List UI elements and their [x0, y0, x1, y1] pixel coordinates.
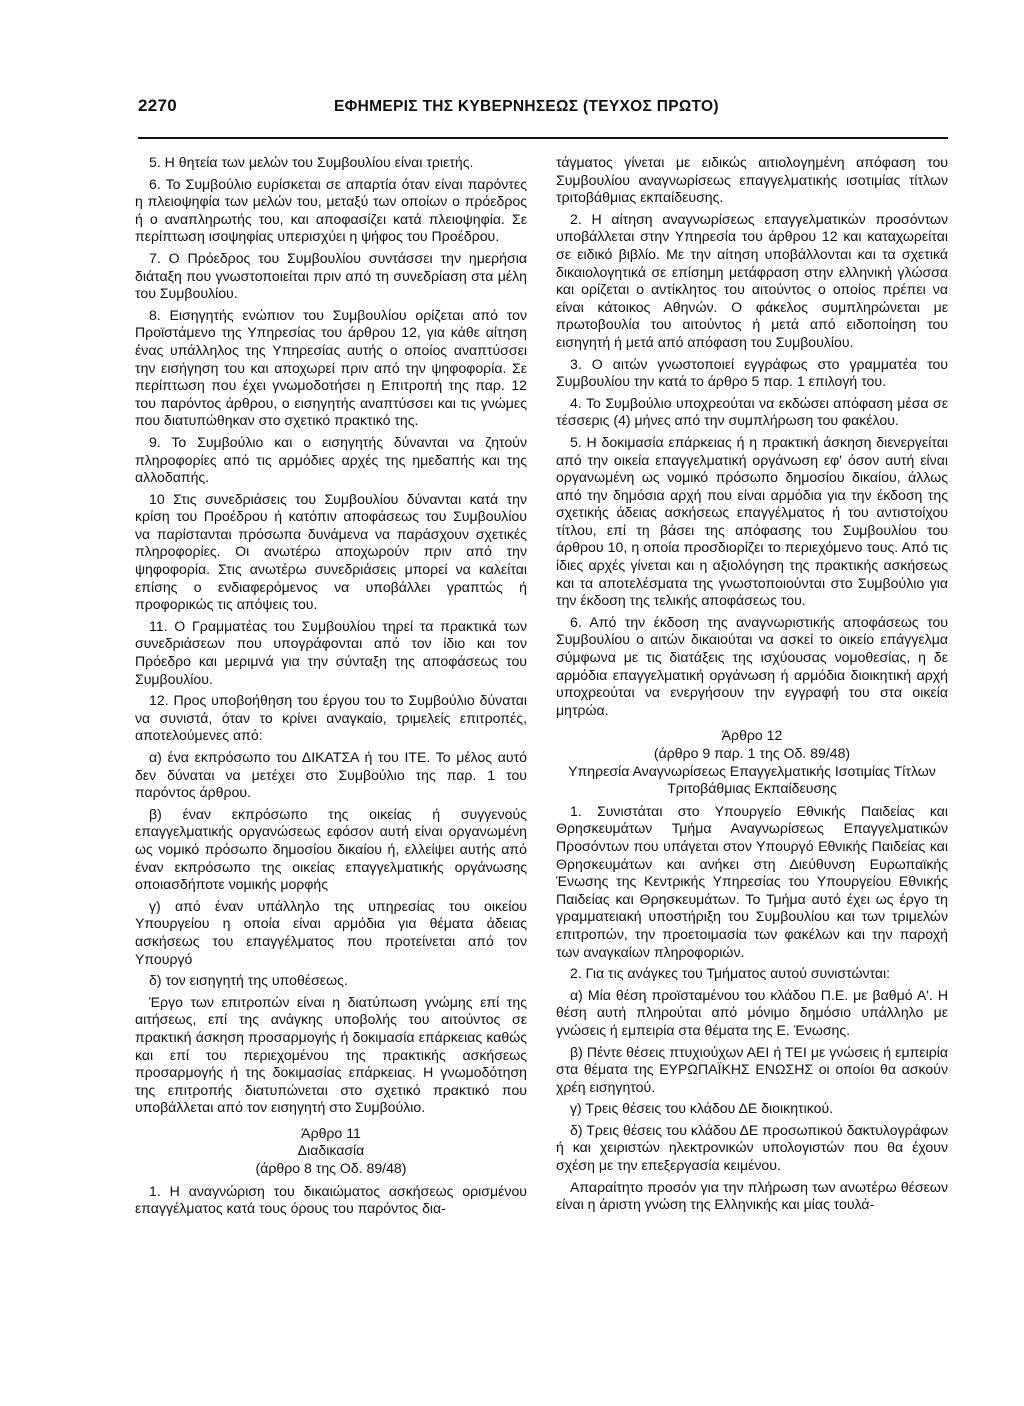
paragraph: τάγματος γίνεται με ειδικώς αιτιολογημένη απόφαση του Συμβουλίου αναγνωρίσεως επαγγελματικής ισοτιμίας τίτλων τριτοβάθμιας εκπαίδευσης.: [556, 154, 948, 206]
article-title: Άρθρο 12: [721, 727, 783, 744]
paragraph: 1. Συνιστάται στο Υπουργείο Εθνικής Παιδείας και Θρησκευμάτων Τμήμα Αναγνωρίσεως Επαγγελματικών Προσόντων που υπάγεται στον Υπουργό Εθνικής Παιδείας και Θρησκευμάτων και ανήκει στη Διεύθυνση Ευρωπαϊκής Ένωσης της Κεντρικής Υπηρεσίας του Υπουργείου Εθνικής Παιδείας και Θρησκευμάτων. Το Τμήμα αυτό έχει ως έργο τη γραμματειακή υποστήριξη του Συμβουλίου και των τριμελών επιτροπών, την προετοιμασία των φακέλων και την παροχή των αναγκαίων πληροφοριών.: [556, 802, 948, 960]
paragraph: 9. Το Συμβούλιο και ο εισηγητής δύνανται να ζητούν πληροφορίες από τις αρμόδιες αρχές της ημεδαπής και της αλλοδαπής.: [135, 433, 527, 486]
paragraph: 6. Το Συμβούλιο ευρίσκεται σε απαρτία όταν είναι παρόντες η πλειοψηφία των μελών του, μεταξύ των οποίων ο πρόεδρος ή ο αναπληρωτής του, και αποφασίζει κατά πλειοψηφία. Σε περίπτωση ισοψηφίας υπερισχύει η ψήφος του Προέδρου.: [135, 175, 527, 245]
paragraph: α) ένα εκπρόσωπο του ΔΙΚΑΤΣΑ ή του ΙΤΕ. Το μέλος αυτό δεν δύναται να μετέχει στο Συμβούλιο της παρ. 1 του παρόντος άρθρου.: [135, 749, 527, 801]
paragraph: β) έναν εκπρόσωπο της οικείας ή συγγενούς επαγγελματικής οργανώσεως εφόσον αυτή είναι οργανωμένη ως νομικό πρόσωπο δημοσίου δικαίου ή, ελλείψει αυτής από έναν εκπρόσωπο της οικείας επαγγελματικής οργάνωσης οποιασδήποτε νομικής μορφής: [135, 805, 527, 893]
paragraph: β) Πέντε θέσεις πτυχιούχων ΑΕΙ ή ΤΕΙ με γνώσεις ή εμπειρία στα θέματα της ΕΥΡΩΠΑΪΚΗΣ ΕΝΩΣΗΣ οι οποίοι θα ασκούν χρέη εισηγητού.: [556, 1043, 948, 1095]
article-subtitle: Διαδικασία: [297, 1142, 365, 1159]
paragraph: 11. Ο Γραμματέας του Συμβουλίου τηρεί τα πρακτικά των συνεδριάσεων που υπογράφονται από τον ίδιο και τον Πρόεδρο και μεριμνά για την σύνταξη της αποφάσεως του Συμβουλίου.: [135, 617, 527, 687]
paragraph: Έργο των επιτροπών είναι η διατύπωση γνώμης επί της αιτήσεως, επί της ανάγκης υποβολής του αιτούντος σε πρακτική άσκηση προσαρμογής ή δοκιμασία επάρκειας καθώς και επί του περιεχομένου της πρακτικής ασκήσεως προσαρμογής ή της δοκιμασίας επάρκειας. Η γνωμοδότηση της επιτροπής διατυπώνεται στο σχετικό πρακτικό που υποβάλλεται από τον εισηγητή στο Συμβούλιο.: [135, 993, 527, 1116]
article-12-heading: [556, 727, 948, 797]
paragraph: 8. Εισηγητής ενώπιον του Συμβουλίου ορίζεται από τον Προϊστάμενο της Υπηρεσίας του άρθρου 12, για κάθε αίτηση ένας υπάλληλος της Υπηρεσίας αυτής ο οποίος αναπτύσσει την εισήγηση του και αποχωρεί πριν από την ψηφοφορία. Σε περίπτωση που έχει γνωμοδοτήσει η Επιτροπή της παρ. 12 του παρόντος άρθρου, ο εισηγητής αναπτύσσει και τις γνώμες που διατυπώθηκαν στο σχετικό πρακτικό της.: [135, 306, 527, 429]
paragraph: 4. Το Συμβούλιο υποχρεούται να εκδώσει απόφαση μέσα σε τέσσερις (4) μήνες από την συμπλήρωση του φακέλου.: [556, 394, 948, 429]
left-column: [135, 154, 527, 1222]
article-reference: (άρθρο 9 παρ. 1 της Οδ. 89/48): [653, 745, 851, 761]
paragraph: 12. Προς υποβοήθηση του έργου του το Συμβούλιο δύναται να συνιστά, όταν το κρίνει αναγκαίο, τριμελείς επιτροπές, αποτελούμενες από:: [135, 692, 527, 744]
paragraph: 10 Στις συνεδριάσεις του Συμβουλίου δύνανται κατά την κρίση του Προέδρου ή κατόπιν αποφάσεως του Συμβουλίου να παρίστανται πρόσωπα δυνάμενα να παράσχουν σχετικές πληροφορίες. Οι ανωτέρω αποχωρούν πριν από την ψηφοφορία. Στις ανωτέρω συνεδριάσεις μπορεί να καλείται επίσης ο ενδιαφερόμενος να υποβάλλει γραπτώς ή προφορικώς τις απόψεις του.: [135, 490, 527, 613]
page-number: 2270: [138, 96, 178, 115]
article-title: Άρθρο 11: [301, 1124, 361, 1141]
article-subtitle: Υπηρεσία Αναγνωρίσεως Επαγγελματικής Ισοτιμίας Τίτλων Τριτοβάθμιας Εκπαίδευσης: [568, 762, 936, 797]
paragraph: 2. Η αίτηση αναγνωρίσεως επαγγελματικών προσόντων υποβάλλεται στην Υπηρεσία του άρθρου 12 και καταχωρείται σε ειδικό βιβλίο. Με την αίτηση υποβάλλονται και τα σχετικά δικαιολογητικά σε επίσημη μετάφραση στην ελληνική γλώσσα και ορίζεται ο αντίκλητος του αιτούντος ο οποίος πρέπει να είναι κάτοικος Αθηνών. Ο φάκελος συμπληρώνεται με πρωτοβουλία του αιτούντος ή μετά από ειδοποίηση του εισηγητή ή μετά από απόφαση του Συμβουλίου.: [556, 210, 948, 350]
article-reference: (άρθρο 8 της Οδ. 89/48): [255, 1160, 407, 1177]
header-rule: [138, 137, 948, 139]
paragraph: δ) τον εισηγητή της υποθέσεως.: [149, 972, 348, 989]
paragraph: 7. Ο Πρόεδρος του Συμβουλίου συντάσσει την ημερήσια διάταξη που γνωστοποιείται πριν από τη συνεδρίαση στα μέλη του Συμβουλίου.: [135, 249, 527, 302]
running-title: ΕΦΗΜΕΡΙΣ ΤΗΣ ΚΥΒΕΡΝΗΣΕΩΣ (ΤΕΥΧΟΣ ΠΡΩΤΟ): [334, 98, 719, 115]
paragraph: 5. Η θητεία των μελών του Συμβουλίου είναι τριετής.: [149, 154, 474, 170]
paragraph: α) Μία θέση προϊσταμένου του κλάδου Π.Ε. με βαθμό Α'. Η θέση αυτή πληρούται από μόνιμο δημόσιο υπάλληλο με γνώσεις ή εμπειρία στα θέματα της Ε. Ένωσης.: [556, 986, 948, 1038]
paragraph: 1. Η αναγνώριση του δικαιώματος ασκήσεως ορισμένου επαγγέλματος κατά τους όρους του παρόντος δια-: [135, 1182, 527, 1217]
paragraph: 5. Η δοκιμασία επάρκειας ή η πρακτική άσκηση διενεργείται από την οικεία επαγγελματική οργάνωση εφ' όσον αυτή είναι οργανωμένη ως νομικό πρόσωπο δημοσίου δικαίου, άλλως από την δημόσια αρχή που είναι αρμόδια για την έκδοση της σχετικής άδειας ασκήσεως επαγγέλματος ή του αντιστοίχου τίτλου, επί τη βάσει της απόφασης του Συμβουλίου του άρθρου 10, η οποία προσδιορίζει το περιεχόμενο τους. Από τις ίδιες αρχές γίνεται και η αξιολόγηση της πρακτικής ασκήσεως και τα αποτελέσματα της γνωστοποιούνται στο Συμβούλιο για την έκδοση της τελικής αποφάσεως του.: [556, 433, 948, 609]
paragraph: 2. Για τις ανάγκες του Τμήματος αυτού συνιστώνται:: [570, 965, 891, 982]
article-11-heading: [135, 1125, 527, 1178]
paragraph: γ) Τρεις θέσεις του κλάδου ΔΕ διοικητικού.: [570, 1100, 834, 1117]
paragraph: γ) από έναν υπάλληλο της υπηρεσίας του οικείου Υπουργείου η οποία είναι αρμόδια για θέματα άδειας ασκήσεως του επαγγέλματος που προτείνεται από τον Υπουργό: [135, 897, 527, 967]
paragraph: Απαραίτητο προσόν για την πλήρωση των ανωτέρω θέσεων είναι η άριστη γνώση της Ελληνικής και μίας τουλά-: [556, 1178, 948, 1213]
paragraph: δ) Τρεις θέσεις του κλάδου ΔΕ προσωπικού δακτυλογράφων ή και χειριστών ηλεκτρονικών υπολογιστών που θα έχουν σχέση με την επεξεργασία κειμένου.: [556, 1121, 948, 1174]
paragraph: 3. Ο αιτών γνωστοποιεί εγγράφως στο γραμματέα του Συμβουλίου την κατά το άρθρο 5 παρ. 1 επιλογή του.: [556, 355, 948, 390]
right-column: [556, 154, 948, 1218]
paragraph: 6. Από την έκδοση της αναγνωριστικής αποφάσεως του Συμβουλίου ο αιτών δικαιούται να ασκεί το οικείο επάγγελμα σύμφωνα με τις διατάξεις της ισχύουσας νομοθεσίας, η δε αρμόδια επαγγελματική οργάνωση ή αρμόδια διοικητική αρχή υποχρεούται να ενεργήσουν την εγγραφή του στα οικεία μητρώα.: [556, 613, 948, 718]
